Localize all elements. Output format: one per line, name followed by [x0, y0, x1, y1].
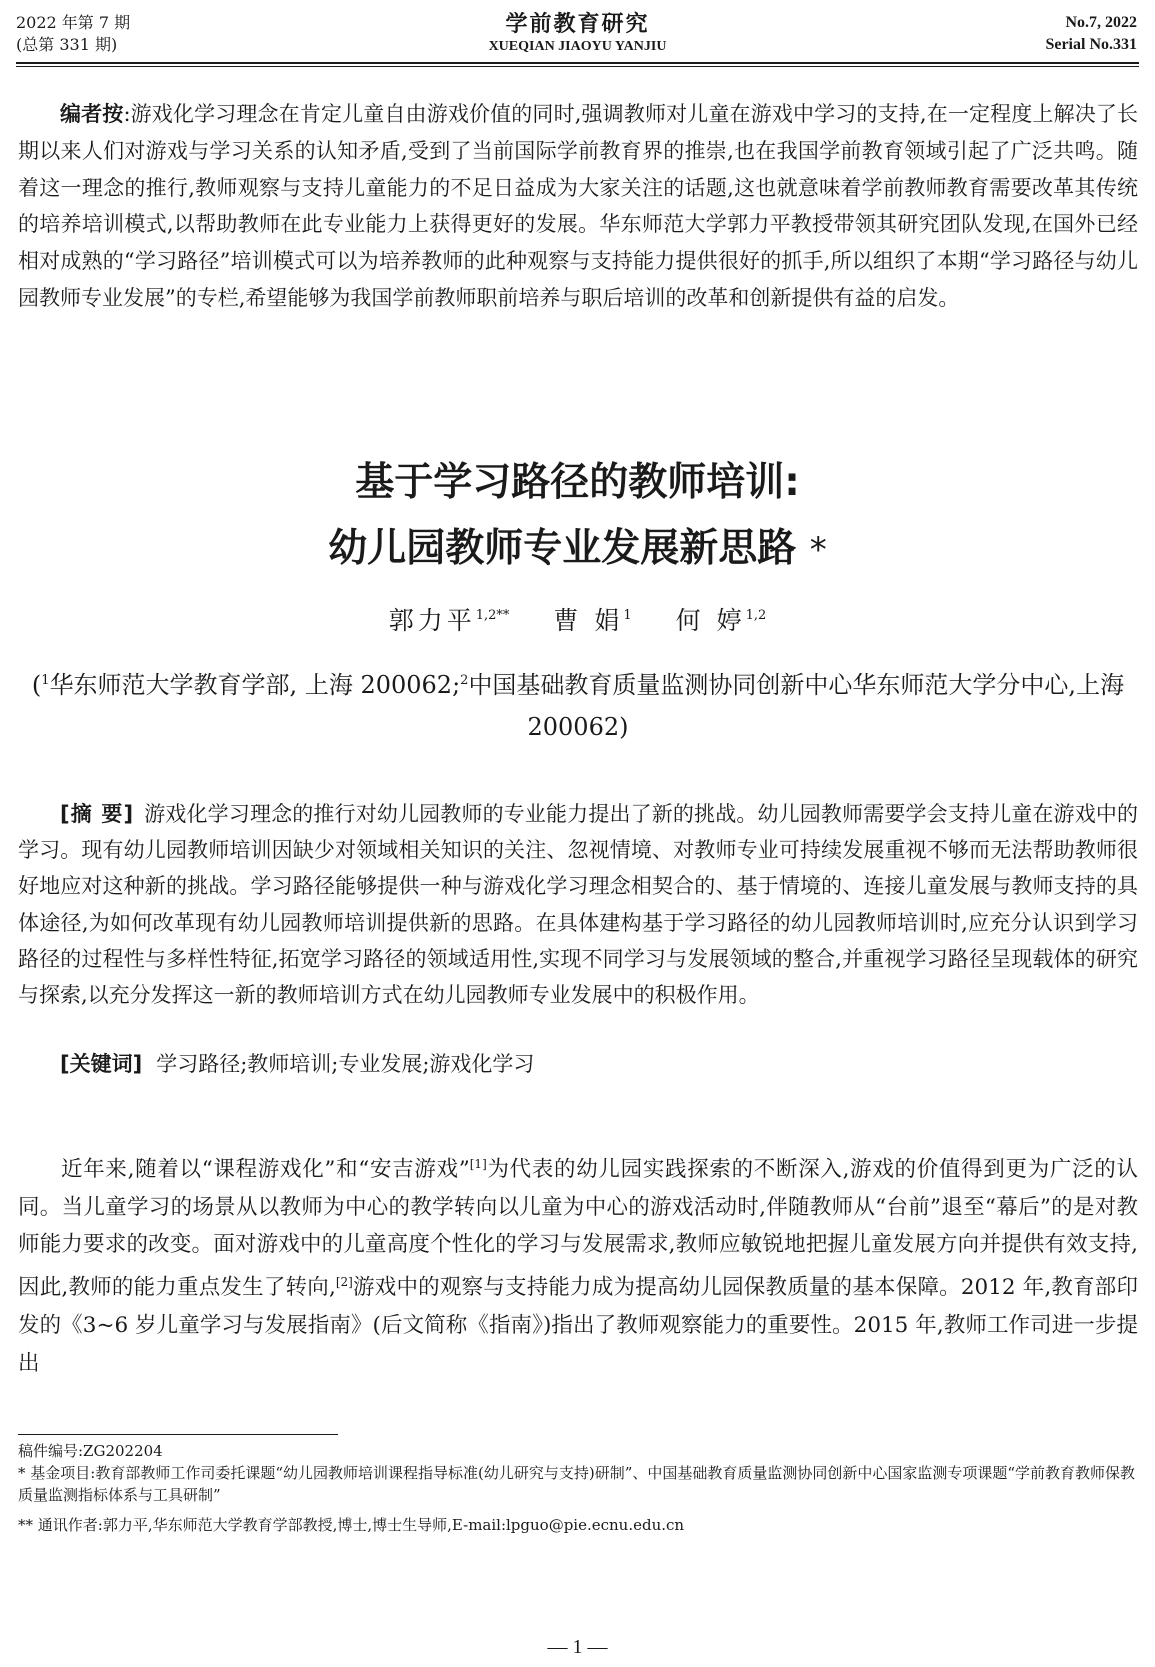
correspondence-footnote: ** 通讯作者:郭力平,华东师范大学教育学部教授,博士,博士生导师,E-mail:lpguo@pie.ecnu.edu.cn	[18, 1516, 685, 1534]
running-header	[0, 0, 1155, 75]
journal-name	[0, 12, 1155, 56]
citation-ref: [2]	[335, 1275, 353, 1290]
serial-line: Serial No.331	[1045, 36, 1137, 53]
abstract-text: 游戏化学习理念的推行对幼儿园教师的专业能力提出了新的挑战。幼儿园教师需要学会支持儿童在游戏中的学习。现有幼儿园教师培训因缺少对领域相关知识的关注、忽视情境、对教师专业可持续发展重视不够而无法帮助教师很好地应对这种新的挑战。学习路径能够提供一种与游戏化学习理念相契合的、基于情境的、连接儿童发展与教师支持的具体途径,为如何改革现有幼儿园教师培训提供新的思路。在具体建构基于学习路径的幼儿园教师培训时,应充分认识到学习路径的过程性与多样性特征,拓宽学习路径的领域适用性,实现不同学习与发展领域的整合,并重视学习路径呈现载体的研究与探索,以充分发挥这一新的教师培训方式在幼儿园教师专业发展中的积极作用。	[18, 802, 1138, 1008]
title-footnote-mark: *	[809, 530, 827, 570]
serial-info	[1045, 12, 1137, 56]
body-text-part: 近年来,随着以“课程游戏化”和“安吉游戏”	[61, 1157, 470, 1182]
journal-title: 学前教育研究	[505, 12, 650, 37]
author-affiliation-mark: 1,2**	[475, 608, 510, 623]
author-affiliation-mark: 1	[623, 608, 632, 623]
editor-note-text: :游戏化学习理念在肯定儿童自由游戏价值的同时,强调教师对儿童在游戏中学习的支持,在一定程度上解决了长期以来人们对游戏与学习关系的认知矛盾,受到了当前国际学前教育界的推崇,也在我国学前教育领域引起了广泛共鸣。随着这一理念的推行,教师观察与支持儿童能力的不足日益成为大家关注的话题,这也就意味着学前教师教育需要改革其传统的培养培训模式,以帮助教师在此专业能力上获得更好的发展。华东师范大学郭力平教授带领其研究团队发现,在国外已经相对成熟的“学习路径”培训模式可以为培养教师的此种观察与支持能力提供很好的抓手,所以组织了本期“学习路径与幼儿园教师专业发展”的专栏,希望能够为我国学前教师职前培养与职后培训的改革和创新提供有益的启发。	[18, 102, 1138, 310]
author-name: 何 婷	[675, 606, 746, 635]
author-list	[0, 596, 1155, 641]
affiliation-open-paren: (	[31, 671, 42, 699]
author-name: 郭力平	[388, 606, 476, 635]
affiliations	[18, 660, 1138, 748]
page-number: — 1 —	[547, 1636, 608, 1658]
author-name: 曹 娟	[553, 606, 624, 635]
body-paragraph	[18, 1146, 1138, 1382]
manuscript-number: 稿件编号:ZG202204	[18, 1442, 163, 1460]
number-line: No.7, 2022	[1065, 14, 1137, 31]
editor-note	[18, 96, 1138, 317]
article-title	[0, 450, 1155, 583]
issue-line: 2022 年第 7 期	[16, 13, 131, 32]
abstract-label: [摘 要]	[60, 802, 135, 826]
affiliation-mark: 2	[460, 673, 469, 688]
header-rule-thick	[16, 62, 1139, 64]
title-line-2: 幼儿园教师专业发展新思路	[328, 526, 797, 571]
keywords-text: 学习路径;教师培训;专业发展;游戏化学习	[156, 1052, 535, 1076]
funding-footnote: * 基金项目:教育部教师工作司委托课题“幼儿园教师培训课程指导标准(幼儿研究与支持)研制”、中国基础教育质量监测协同创新中心国家监测专项课题“学前教育教师保教质量监测指标体系与工具研制”	[18, 1464, 1136, 1504]
footnote-rule	[18, 1434, 338, 1435]
affiliation-2: 中国基础教育质量监测协同创新中心华东师范大学分中心,上海 200062)	[468, 671, 1125, 741]
author-affiliation-mark: 1,2	[745, 608, 767, 623]
body-text-part: 为代表的幼儿园实践探索的不断深入,游戏的价值得到更为广泛的认同。当儿童学习的场景从以教师为中心的教学转向以儿童为中心的游戏活动时,伴随教师从“台前”退至“幕后”的是对教师能力要求的改变。面对游戏中的儿童高度个性化的学习与发展需求,教师应敏锐地把握儿童发展方向并提供有效支持,因此,教师的能力重点发生了转向,	[18, 1157, 1138, 1301]
abstract	[18, 796, 1138, 1013]
header-rule-thin	[16, 66, 1139, 67]
title-line-1: 基于学习路径的教师培训:	[355, 460, 800, 505]
citation-ref: [1]	[469, 1157, 487, 1171]
footnotes	[18, 1440, 1138, 1536]
keywords-label: [关键词]	[60, 1052, 143, 1076]
body-text-part: 游戏中的观察与支持能力成为提高幼儿园保教质量的基本保障。2012 年,教育部印发的《3~6 岁儿童学习与发展指南》(后文简称《指南》)指出了教师观察能力的重要性。2015 年,教师工作司进一步提出	[18, 1275, 1139, 1376]
affiliation-mark: 1	[41, 673, 50, 688]
affiliation-1: 华东师范大学教育学部, 上海 200062;	[49, 671, 461, 699]
editor-note-label: 编者按	[60, 102, 124, 126]
journal-pinyin: XUEQIAN JIAOYU YANJIU	[488, 39, 667, 54]
total-issue-line: (总第 331 期)	[16, 35, 118, 54]
keywords	[60, 1046, 534, 1082]
